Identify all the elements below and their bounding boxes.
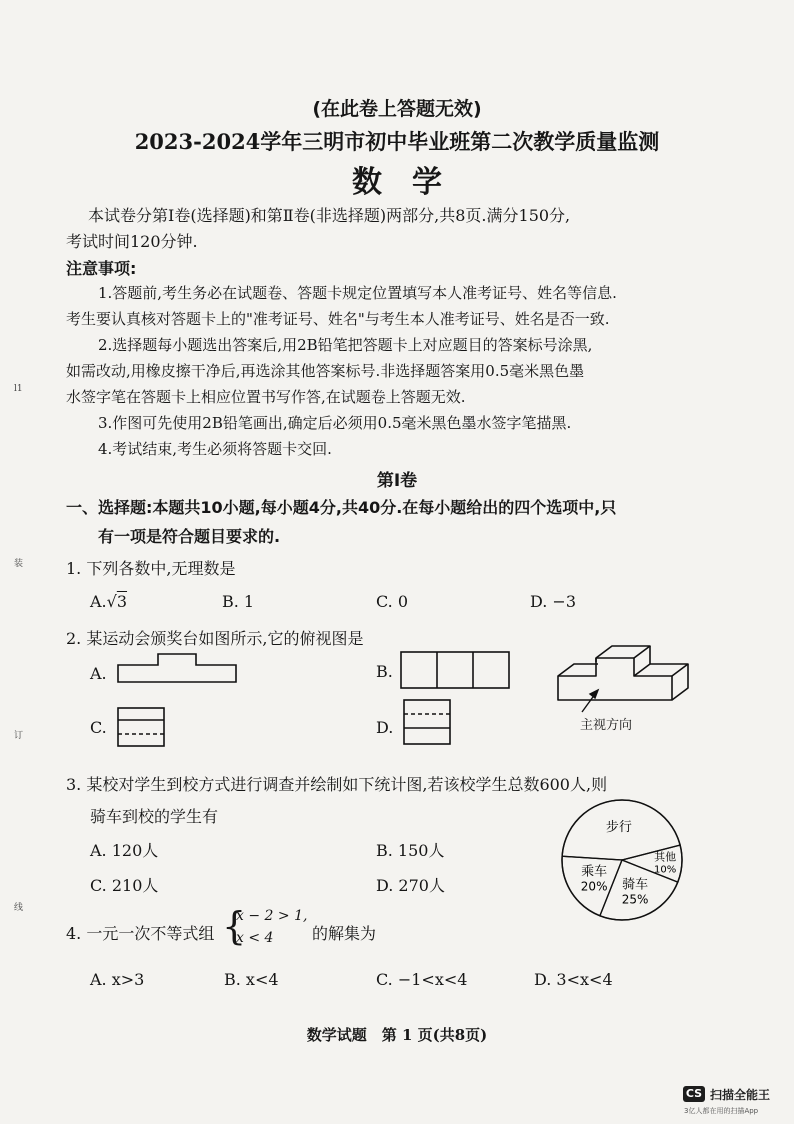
part-title: 第Ⅰ卷: [376, 471, 418, 491]
margin-mark: 线: [14, 903, 24, 913]
margin-mark: l1: [14, 384, 23, 394]
option-a-figure: [118, 654, 236, 682]
brace-icon: {: [222, 904, 247, 948]
page-footer: 数学试题 第 1 页(共8页): [306, 1026, 488, 1044]
option-c: C. −1<x<4: [376, 970, 468, 989]
question-stem: 3. 某校对学生到校方式进行调查并绘制如下统计图,若该校学生总数600人,则: [66, 775, 608, 794]
option-label: A.: [90, 592, 107, 611]
exam-notice: (在此卷上答题无效): [312, 98, 482, 120]
option-c-figure: [118, 708, 164, 746]
option-d: D. 270人: [376, 876, 445, 895]
margin-mark: 订: [14, 731, 24, 741]
option-value: 3: [116, 592, 128, 611]
podium-figure: [558, 646, 688, 700]
note-line: 如需改动,用橡皮擦干净后,再选涂其他答案标号.非选择题答案用0.5毫米黑色墨: [66, 362, 585, 380]
note-line: 3.作图可先使用2B铅笔画出,确定后必须用0.5毫米黑色墨水签字笔描黑.: [98, 414, 572, 432]
pie-slice-label: 步行: [605, 820, 632, 836]
option-a: A. x>3: [90, 970, 145, 989]
option-b: B. 150人: [376, 841, 445, 860]
note-line: 水签字笔在答题卡上相应位置书写作答,在试题卷上答题无效.: [66, 388, 466, 406]
view-direction-arrow: [582, 690, 598, 712]
pie-slice-label: 其他: [654, 850, 677, 864]
note-line: 4.考试结束,考生必须将答题卡交回.: [98, 440, 332, 458]
margin-mark: 装: [14, 559, 24, 569]
intro-line: 本试卷分第Ⅰ卷(选择题)和第Ⅱ卷(非选择题)两部分,共8页.满分150分,: [88, 206, 571, 225]
pie-slice-percent: 10%: [653, 864, 677, 876]
inequality-1: x − 2 > 1,: [236, 908, 308, 924]
pie-chart: [552, 796, 692, 926]
note-line: 考生要认真核对答题卡上的"准考证号、姓名"与考生本人准考证号、姓名是否一致.: [66, 310, 610, 328]
figure-caption: 主视方向: [580, 718, 633, 733]
section-heading: 一、选择题:本题共10小题,每小题4分,共40分.在每小题给出的四个选项中,只: [66, 498, 617, 517]
question-stem: 的解集为: [312, 924, 377, 943]
option-c: C. 210人: [90, 876, 159, 895]
note-line: 2.选择题每小题选出答案后,用2B铅笔把答题卡上对应题目的答案标号涂黑,: [98, 336, 593, 354]
subject-title: 数 学: [352, 165, 442, 200]
pie-slice-percent: 20%: [580, 879, 608, 894]
section-heading: 有一项是符合题目要求的.: [98, 527, 281, 546]
option-b: B. x<4: [224, 970, 279, 989]
option-b: B. 1: [222, 592, 255, 611]
exam-title: 2023-2024学年三明市初中毕业班第二次教学质量监测: [134, 129, 660, 154]
pie-slice-percent: 25%: [621, 892, 649, 907]
option-b-figure: [401, 652, 509, 688]
option-c: C. 0: [376, 592, 409, 611]
question-stem: 4. 一元一次不等式组: [66, 924, 215, 943]
notes-heading: 注意事项:: [66, 259, 137, 278]
scanner-app-name: 扫描全能王: [710, 1088, 771, 1102]
question-stem: 1. 下列各数中,无理数是: [66, 559, 236, 578]
scanner-logo: CS: [683, 1086, 705, 1102]
question-stem: 2. 某运动会颁奖台如图所示,它的俯视图是: [66, 629, 364, 648]
option-d: D.: [376, 718, 394, 737]
option-d-figure: [404, 700, 450, 744]
sqrt-icon: √: [106, 592, 117, 611]
option-a: A.: [90, 664, 107, 683]
option-d: D. 3<x<4: [534, 970, 613, 989]
pie-slice-label: 乘车: [581, 864, 608, 880]
inequality-2: x < 4: [236, 930, 274, 946]
note-line: 1.答题前,考生务必在试题卷、答题卡规定位置填写本人准考证号、姓名等信息.: [98, 284, 617, 302]
intro-line: 考试时间120分钟.: [66, 232, 198, 251]
option-a: A. 120人: [90, 841, 159, 860]
option-d: D. −3: [530, 592, 577, 611]
option-c: C.: [90, 718, 107, 737]
pie-slice-label: 骑车: [622, 877, 649, 893]
question-stem: 骑车到校的学生有: [90, 807, 219, 826]
scanner-tagline: 3亿人都在用的扫描App: [684, 1107, 759, 1115]
option-b: B.: [376, 662, 393, 681]
